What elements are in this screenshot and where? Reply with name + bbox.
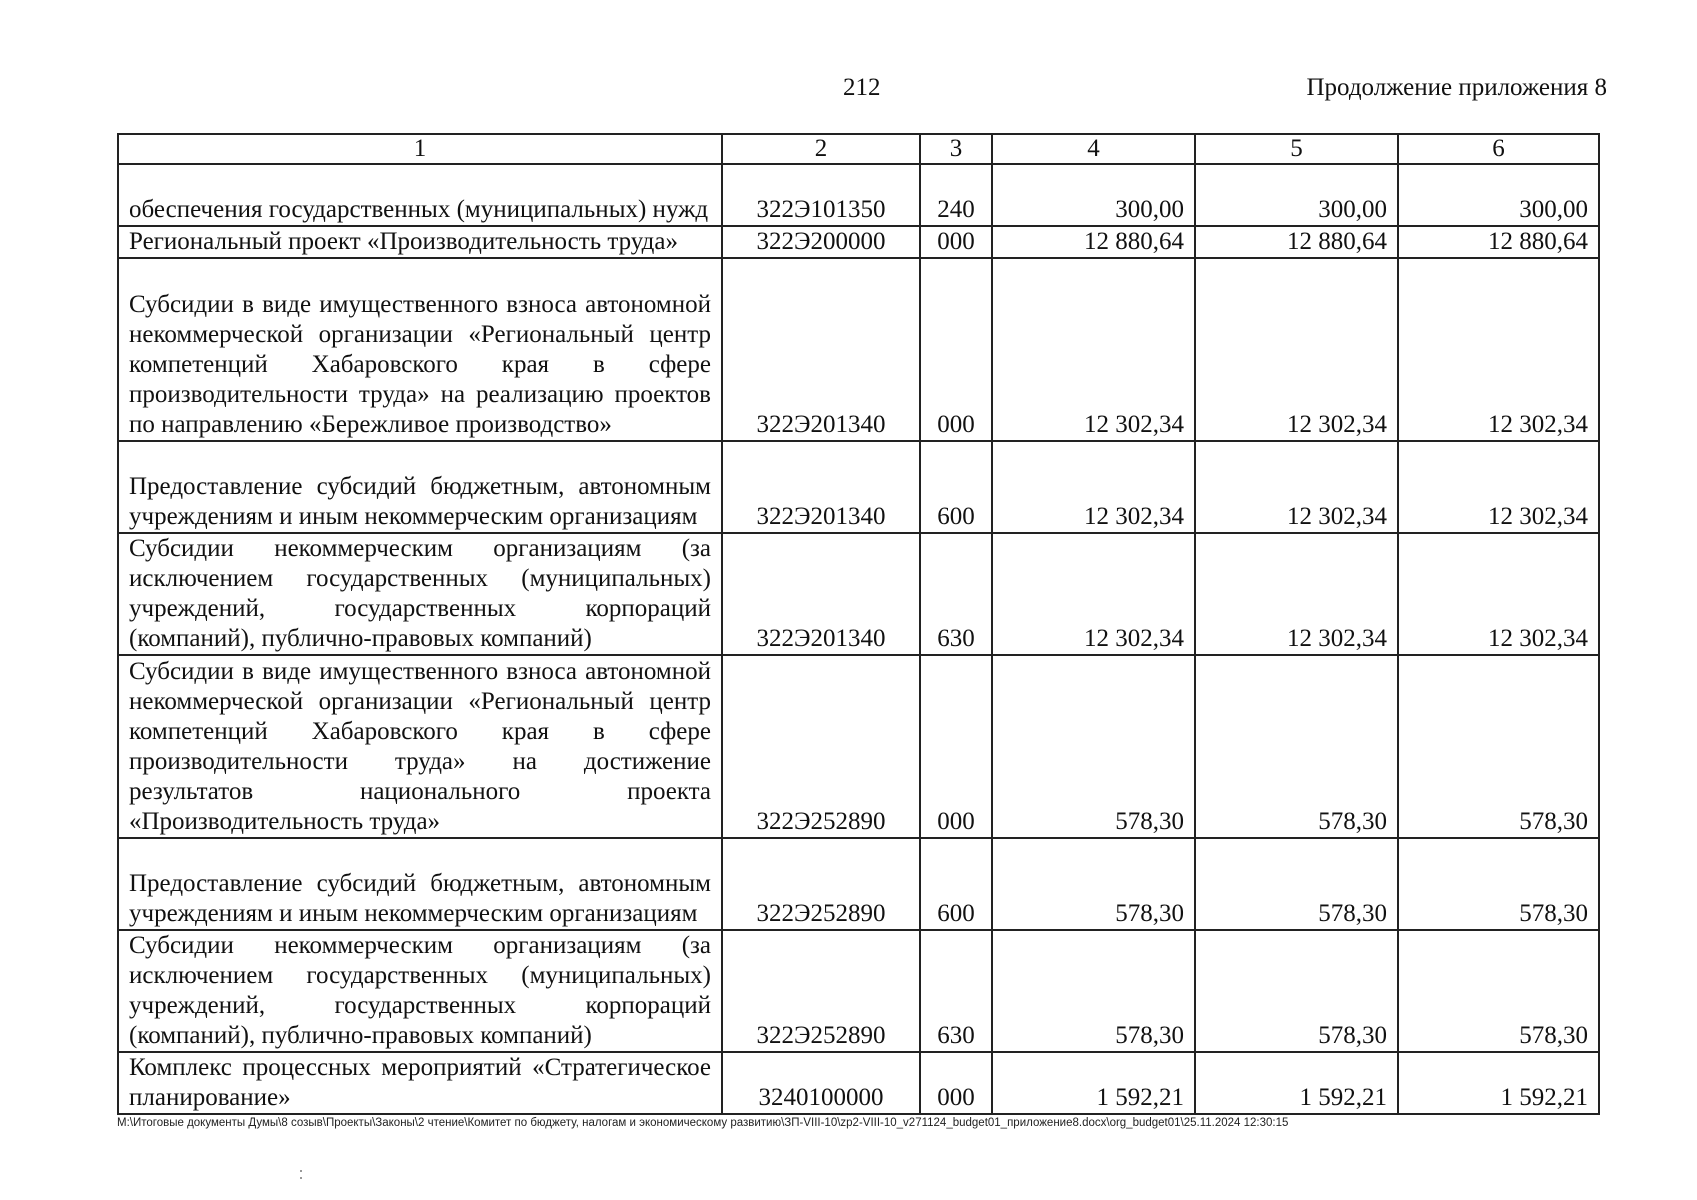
row-name: обеспечения государственных (муниципальных) нужд bbox=[118, 164, 722, 226]
amount-col5: 12 880,64 bbox=[1195, 226, 1398, 258]
row-name: Региональный проект «Производительность труда» bbox=[118, 226, 722, 258]
row-name: Субсидии в виде имущественного взноса автономной некоммерческой организации «Региональный центр компетенций Хабаровского края в сфере производительности труда» на реализацию проектов по направлению «Бережливое производство» bbox=[118, 258, 722, 441]
table-row bbox=[118, 1052, 1599, 1114]
amount-col4: 578,30 bbox=[992, 838, 1195, 930]
document-file-path: M:\Итоговые документы Думы\8 созыв\Проекты\Законы\2 чтение\Комитет по бюджету, налогам и экономическому развитию\ЗП-VIII-10\zp2-VIII-10_v271124_budget01_приложение8.docx\org_budget01\25.11.2024 12:30:15 bbox=[117, 1117, 1289, 1129]
column-header: 4 bbox=[992, 134, 1195, 164]
amount-col6: 12 880,64 bbox=[1398, 226, 1599, 258]
amount-col5: 578,30 bbox=[1195, 838, 1398, 930]
expense-type: 600 bbox=[920, 838, 992, 930]
table-row bbox=[118, 930, 1599, 1052]
table-row bbox=[118, 838, 1599, 930]
scan-speck bbox=[300, 1177, 302, 1179]
amount-col6: 578,30 bbox=[1398, 838, 1599, 930]
expense-type: 000 bbox=[920, 1052, 992, 1114]
target-code: 322Э252890 bbox=[722, 655, 920, 838]
target-code: 322Э200000 bbox=[722, 226, 920, 258]
amount-col4: 12 302,34 bbox=[992, 441, 1195, 533]
column-header: 1 bbox=[118, 134, 722, 164]
column-header: 5 bbox=[1195, 134, 1398, 164]
table-row bbox=[118, 533, 1599, 655]
row-name: Субсидии некоммерческим организациям (за исключением государственных (муниципальных) учреждений, государственных корпораций (компаний), публично-правовых компаний) bbox=[118, 930, 722, 1052]
target-code: 322Э252890 bbox=[722, 930, 920, 1052]
amount-col5: 578,30 bbox=[1195, 930, 1398, 1052]
amount-col4: 12 302,34 bbox=[992, 258, 1195, 441]
table-row bbox=[118, 226, 1599, 258]
expense-type: 000 bbox=[920, 226, 992, 258]
amount-col6: 578,30 bbox=[1398, 930, 1599, 1052]
page-number: 212 bbox=[843, 74, 881, 101]
table-row bbox=[118, 441, 1599, 533]
row-name: Предоставление субсидий бюджетным, автономным учреждениям и иным некоммерческим организациям bbox=[118, 838, 722, 930]
target-code: 322Э252890 bbox=[722, 838, 920, 930]
amount-col6: 12 302,34 bbox=[1398, 533, 1599, 655]
expense-type: 600 bbox=[920, 441, 992, 533]
amount-col6: 12 302,34 bbox=[1398, 258, 1599, 441]
table-header-row bbox=[118, 134, 1599, 164]
row-name: Предоставление субсидий бюджетным, автономным учреждениям и иным некоммерческим организациям bbox=[118, 441, 722, 533]
appendix-title: Продолжение приложения 8 bbox=[1306, 74, 1607, 101]
row-name: Субсидии в виде имущественного взноса автономной некоммерческой организации «Региональный центр компетенций Хабаровского края в сфере производительности труда» на достижение результатов национального проекта «Производительность труда» bbox=[118, 655, 722, 838]
column-header: 2 bbox=[722, 134, 920, 164]
column-header: 6 bbox=[1398, 134, 1599, 164]
amount-col5: 300,00 bbox=[1195, 164, 1398, 226]
amount-col5: 12 302,34 bbox=[1195, 441, 1398, 533]
row-name: Комплекс процессных мероприятий «Стратегическое планирование» bbox=[118, 1052, 722, 1114]
scan-speck bbox=[300, 1170, 302, 1172]
expense-type: 630 bbox=[920, 930, 992, 1052]
amount-col4: 12 880,64 bbox=[992, 226, 1195, 258]
target-code: 322Э201340 bbox=[722, 258, 920, 441]
target-code: 322Э201340 bbox=[722, 533, 920, 655]
amount-col6: 1 592,21 bbox=[1398, 1052, 1599, 1114]
amount-col5: 578,30 bbox=[1195, 655, 1398, 838]
amount-col4: 1 592,21 bbox=[992, 1052, 1195, 1114]
expense-type: 240 bbox=[920, 164, 992, 226]
table-row bbox=[118, 164, 1599, 226]
amount-col6: 300,00 bbox=[1398, 164, 1599, 226]
amount-col5: 12 302,34 bbox=[1195, 258, 1398, 441]
budget-table bbox=[117, 133, 1600, 1115]
amount-col4: 578,30 bbox=[992, 655, 1195, 838]
target-code: 322Э101350 bbox=[722, 164, 920, 226]
row-name: Субсидии некоммерческим организациям (за исключением государственных (муниципальных) учреждений, государственных корпораций (компаний), публично-правовых компаний) bbox=[118, 533, 722, 655]
amount-col6: 578,30 bbox=[1398, 655, 1599, 838]
target-code: 3240100000 bbox=[722, 1052, 920, 1114]
amount-col4: 578,30 bbox=[992, 930, 1195, 1052]
amount-col5: 1 592,21 bbox=[1195, 1052, 1398, 1114]
target-code: 322Э201340 bbox=[722, 441, 920, 533]
table-row bbox=[118, 655, 1599, 838]
expense-type: 000 bbox=[920, 655, 992, 838]
expense-type: 630 bbox=[920, 533, 992, 655]
amount-col6: 12 302,34 bbox=[1398, 441, 1599, 533]
amount-col4: 300,00 bbox=[992, 164, 1195, 226]
column-header: 3 bbox=[920, 134, 992, 164]
amount-col5: 12 302,34 bbox=[1195, 533, 1398, 655]
table-row bbox=[118, 258, 1599, 441]
amount-col4: 12 302,34 bbox=[992, 533, 1195, 655]
expense-type: 000 bbox=[920, 258, 992, 441]
